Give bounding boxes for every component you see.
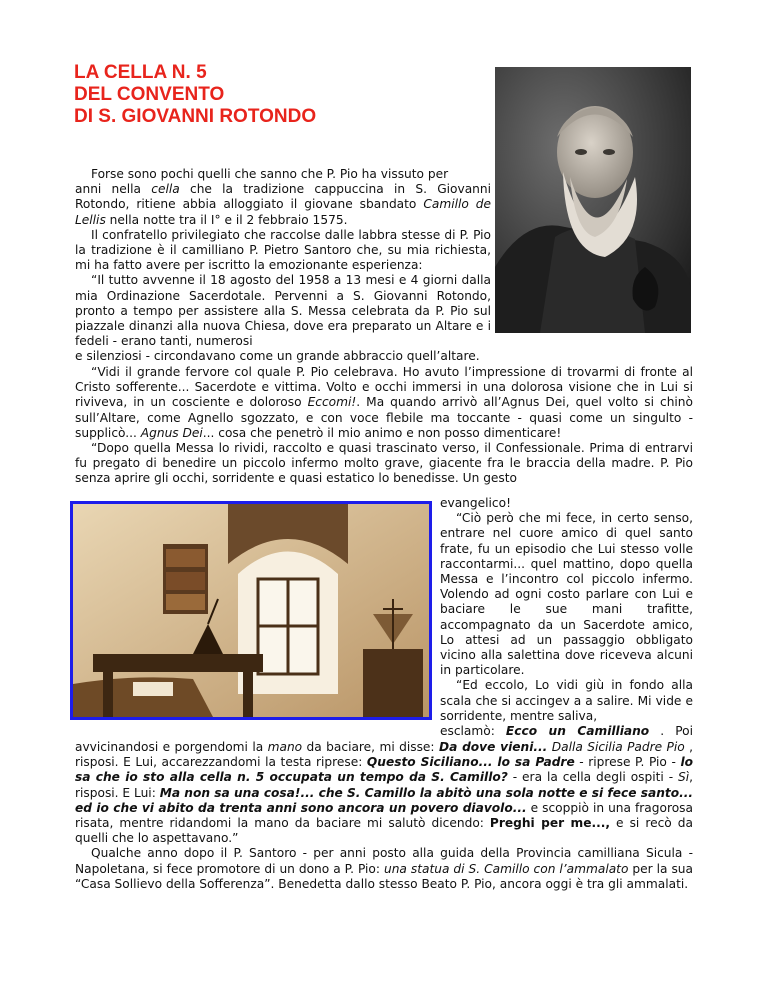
text-block-right: [440, 496, 693, 739]
paragraph-2: Il confratello privilegiato che raccolse dalle labbra stesse di P. Pio la tradizione è il camilliano P. Pietro Santoro che, su mia richiesta, mi ha fatto avere per iscritto la emozionante esperienza:: [75, 227, 491, 273]
title-line-1: LA CELLA N. 5: [74, 62, 207, 83]
emphasis-cella: cella: [151, 182, 180, 197]
paragraph-7-last-line: esclamò: Ecco un Camilliano . Poi: [440, 724, 693, 739]
paragraph-9: Qualche anno dopo il P. Santoro - per anni posto alla guida della Provincia camilliana Sicula - Napoletana, si fece promotore di un dono a P. Pio: una statua di S. Camillo con l’ammalato per la sua “Casa Sollievo della Sofferenza”. Benedetta dallo stesso Beato P. Pio, ancora oggi è tra gli ammalati.: [75, 846, 693, 891]
cell-room-photo: [70, 501, 432, 720]
title-line-3: DI S. GIOVANNI ROTONDO: [74, 106, 317, 127]
emphasis-camillo: Camillo de Lellis: [75, 197, 491, 227]
paragraph-7: “Ed eccolo, Lo vidi giù in fondo alla scala che si accingev a a salire. Mi vide e sorridente, mentre saliva,: [440, 678, 693, 723]
paragraph-3: “Il tutto avvenne il 18 agosto del 1958 a 13 mesi e 4 giorni dalla mia Ordinazione Sacerdotale. Pervenni a S. Giovanni Rotondo, pronto a tempo per assistere alla S. Messa celebrata da P. Pio sul piazzale dinanzi alla nuova Chiesa, dove era preparato un Altare e i fedeli - erano tanti, numerosi: [75, 273, 491, 349]
title-line-2: DEL CONVENTO: [74, 84, 225, 105]
paragraph-5: “Dopo quella Messa lo rividi, raccolto e quasi trascinato verso, il Confessionale. Prima di entrarvi fu pregato di benedire un piccolo infermo molto grave, giacente fra le braccia della madre. P. Pio senza aprire gli occhi, sorridente e quasi estatico lo benedisse. Un gesto: [75, 441, 693, 486]
paragraph-1-first-line: Forse sono pochi quelli che sanno che P. Pio ha vissuto per: [91, 167, 449, 181]
paragraph-5-last-line: evangelico!: [440, 496, 511, 510]
article-title: [74, 62, 316, 128]
text-block-top: [75, 167, 491, 365]
text-block-bottom: [75, 740, 693, 892]
text-block-middle: [75, 365, 693, 487]
paragraph-8: avvicinandosi e porgendomi la mano da baciare, mi disse: Da dove vieni... Dalla Sicilia Padre Pio , risposi. E Lui, accarezzandomi la testa riprese: Questo Siciliano... lo sa Padre - riprese P. Pio - lo sa che io sto alla cella n. 5 occupata un tempo da S. Camillo? - era la cella degli ospiti - Sì, risposi. E Lui: Ma non sa una cosa!... che S. Camillo la abitò una sola notte e si fece santo... ed io che vi abito da trenta anni sono ancora un povero diavolo... e scoppiò in una fragorosa risata, mentre ridandomi la mano da baciare mi salutò dicendo: Preghi per me..., e si recò da quelli che lo aspettavano.”: [75, 740, 694, 846]
paragraph-1: anni nella cella che la tradizione cappuccina in S. Giovanni Rotondo, ritiene abbia alloggiato il giovane sbandato Camillo de Lellis nella notte tra il I° e il 2 febbraio 1575.: [75, 182, 492, 227]
paragraph-4: “Vidi il grande fervore col quale P. Pio celebrava. Ho avuto l’impressione di trovarmi di fronte al Cristo sofferente... Sacerdote e vittima. Volto e occhi immersi in una dolorosa visione che in Lui si riviveva, in un cosciente e doloroso Eccomi!. Ma quando arrivò all’Agnus Dei, quel volto si chinò sull’Altare, come Agnello sgozzato, e con voce flebile ma toccante - quasi come un singulto - supplicò... Agnus Dei... cosa che penetrò il mio animo e non posso dimenticare!: [75, 365, 693, 440]
paragraph-3-last-line: e silenziosi - circondavano come un grande abbraccio quell’altare.: [75, 349, 480, 364]
paragraph-6: “Ciò però che mi fece, in certo senso, entrare nel cuore amico di quel santo frate, fu un episodio che Lui stesso volle raccontarmi... quel mattino, dopo quella Messa e l’incontro col piccolo infermo. Volendo ad ogni costo parlare con Lui e baciare le sue mani trafitte, accompagnato da un Sacerdote amico, Lo attesi ad un passaggio obbligato vicino alla salettina dove riceveva alcuni in particolare.: [440, 511, 693, 678]
padre-pio-portrait-photo: [495, 67, 691, 333]
